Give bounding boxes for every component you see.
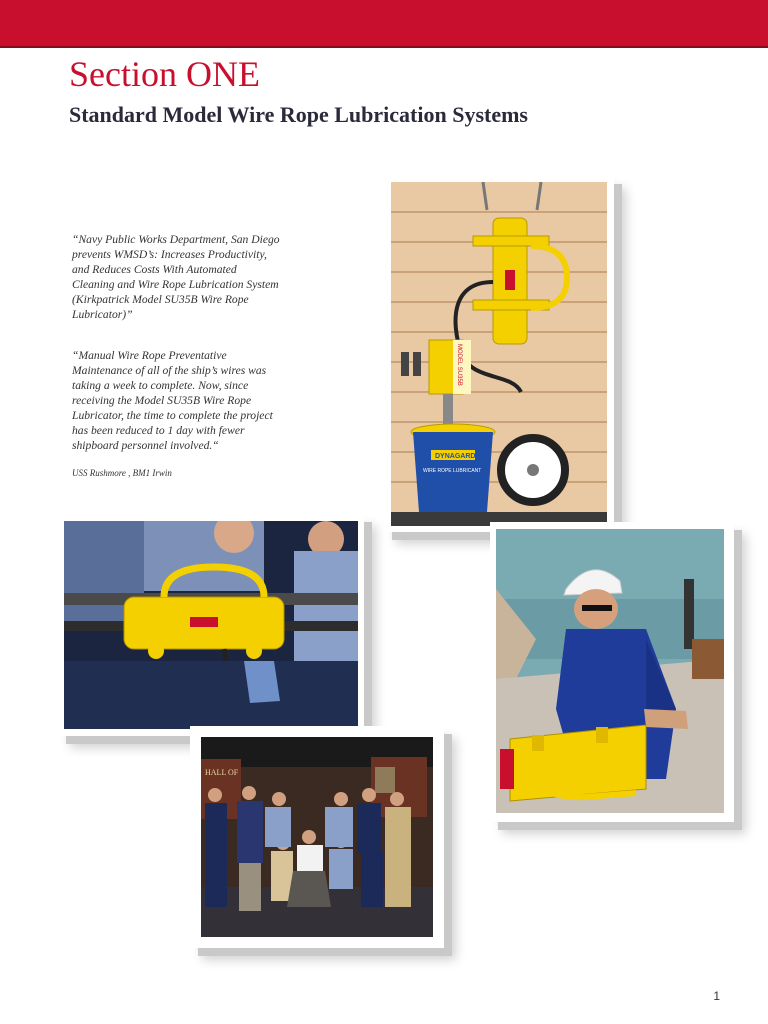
- section-title: Section ONE: [69, 54, 260, 94]
- photo-sailors-lubricator: [58, 514, 364, 736]
- page-number: 1: [713, 989, 720, 1003]
- pump-model-label: MODEL SU35B: [456, 344, 462, 386]
- group-sailors-image: [201, 737, 433, 937]
- photo-sailor-hardhat: [490, 522, 734, 822]
- page-subtitle: Standard Model Wire Rope Lubrication Systems: [69, 102, 528, 127]
- quote-attribution: USS Rushmore , BM1 Irwin: [72, 468, 172, 478]
- photo-group-sailors: [190, 726, 444, 948]
- bucket-brand: DYNAGARD: [435, 453, 476, 460]
- sailor-hardhat-image: [496, 529, 724, 813]
- top-red-bar: [0, 0, 768, 46]
- lubricator-display-image: [391, 182, 607, 526]
- photo-lubricator-display: [384, 176, 614, 532]
- top-bar-edge: [0, 46, 768, 48]
- bucket-label: WIRE ROPE LUBRICANT: [423, 468, 482, 474]
- wall-banner-text: HALL OF: [205, 768, 239, 777]
- quote-navy-public-works: “Navy Public Works Department, San Diego prevents WMSD’s: Increases Productivity, and Reduces Costs With Automated Cleaning and Wire Rope Lubrication System (Kirkpatrick Model SU35B Wire Rope Lubricator)”: [72, 233, 280, 321]
- quote-manual-maintenance: “Manual Wire Rope Preventative Maintenance of all of the ship’s wires was taking a week to complete. Now, since receiving the Model SU35B Wire Rope Lubricator, the time to complete the project has been reduced to 1 day with fewer shipboard personnel involved.“: [72, 349, 273, 452]
- sailors-lubricator-image: [64, 521, 358, 729]
